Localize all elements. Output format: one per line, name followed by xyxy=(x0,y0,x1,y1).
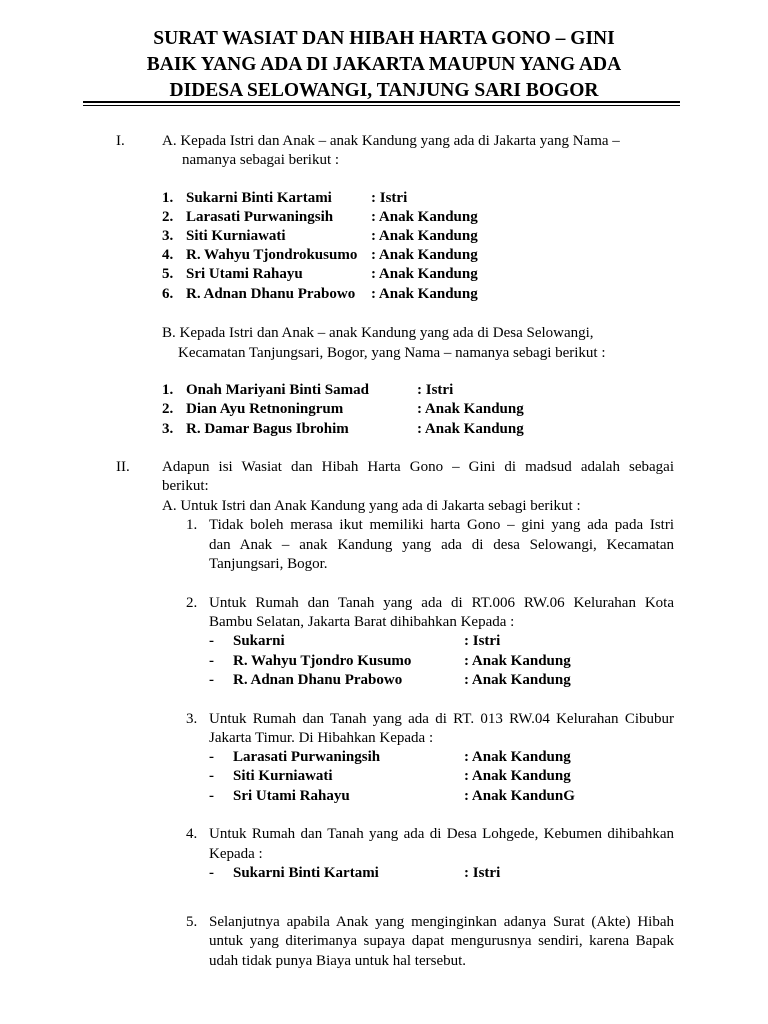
list-item-dash: - xyxy=(209,633,214,649)
paragraph-4-number: 4. xyxy=(186,826,198,842)
list-item-name: Larasati Purwaningsih xyxy=(233,749,381,765)
list-item-dash: - xyxy=(209,788,214,804)
list-item-name: Larasati Purwaningsih xyxy=(186,209,334,225)
paragraph-1-line-2: dan Anak – anak Kandung yang ada di desa Selowangi, Kecamatan xyxy=(209,537,674,553)
list-item-number: 2. xyxy=(162,401,174,417)
list-item-role: : Anak Kandung xyxy=(417,401,524,417)
list-item-name: Siti Kurniawati xyxy=(233,768,333,784)
list-item-dash: - xyxy=(209,749,214,765)
section-1b-intro-line-1: B. Kepada Istri dan Anak – anak Kandung yang ada di Desa Selowangi, xyxy=(162,325,594,341)
list-item-role: : Istri xyxy=(371,190,408,206)
paragraph-5-number: 5. xyxy=(186,914,198,930)
list-item-role: : Anak Kandung xyxy=(464,749,571,765)
list-item-role: : Anak Kandung xyxy=(371,228,478,244)
title-rule-thick xyxy=(83,101,680,103)
title-line-3: DIDESA SELOWANGI, TANJUNG SARI BOGOR xyxy=(169,80,599,101)
list-item-role: : Anak KandunG xyxy=(464,788,575,804)
paragraph-4-line-1: Untuk Rumah dan Tanah yang ada di Desa Lohgede, Kebumen dihibahkan xyxy=(209,826,674,842)
list-item-number: 2. xyxy=(162,209,174,225)
list-item-role: : Anak Kandung xyxy=(371,209,478,225)
paragraph-2-line-1: Untuk Rumah dan Tanah yang ada di RT.006 RW.06 Kelurahan Kota xyxy=(209,595,674,611)
list-item-role: : Anak Kandung xyxy=(464,653,571,669)
title-line-2: BAIK YANG ADA DI JAKARTA MAUPUN YANG ADA xyxy=(146,54,622,75)
list-item-number: 1. xyxy=(162,190,174,206)
list-item-number: 6. xyxy=(162,286,174,302)
list-item-role: : Anak Kandung xyxy=(371,286,478,302)
list-item-dash: - xyxy=(209,768,214,784)
title-line-1: SURAT WASIAT DAN HIBAH HARTA GONO – GINI xyxy=(153,28,615,49)
section-1a-intro-line-2: namanya sebagai berikut : xyxy=(182,152,340,168)
list-item-name: Sukarni Binti Kartami xyxy=(186,190,332,206)
section-2a-heading: A. Untuk Istri dan Anak Kandung yang ada di Jakarta sebagi berikut : xyxy=(162,498,581,514)
list-item-number: 1. xyxy=(162,382,174,398)
list-item-role: : Anak Kandung xyxy=(464,672,571,688)
section-1-numeral: I. xyxy=(116,133,125,149)
list-item-role: : Anak Kandung xyxy=(371,247,478,263)
list-item-name: Dian Ayu Retnoningrum xyxy=(186,401,344,417)
section-2-numeral: II. xyxy=(116,459,130,475)
list-item-number: 4. xyxy=(162,247,174,263)
list-item-number: 5. xyxy=(162,266,174,282)
list-item-name: Sukarni xyxy=(233,633,285,649)
list-item-name: R. Damar Bagus Ibrohim xyxy=(186,421,349,437)
paragraph-4-line-2: Kepada : xyxy=(209,846,263,862)
list-item-dash: - xyxy=(209,865,214,881)
paragraph-1-line-1: Tidak boleh merasa ikut memiliki harta Gono – gini yang ada pada Istri xyxy=(209,517,674,533)
section-1a-intro-line-1: A. Kepada Istri dan Anak – anak Kandung yang ada di Jakarta yang Nama – xyxy=(162,133,620,149)
paragraph-3-line-2: Jakarta Timur. Di Hibahkan Kepada : xyxy=(209,730,434,746)
list-item-name: R. Wahyu Tjondro Kusumo xyxy=(233,653,412,669)
list-item-role: : Anak Kandung xyxy=(371,266,478,282)
paragraph-5-line-3: udah tidak punya Biaya untuk hal tersebut. xyxy=(209,953,467,969)
list-item-name: Siti Kurniawati xyxy=(186,228,286,244)
paragraph-3-number: 3. xyxy=(186,711,198,727)
paragraph-1-number: 1. xyxy=(186,517,198,533)
paragraph-2-line-2: Bambu Selatan, Jakarta Barat dihibahkan Kepada : xyxy=(209,614,515,630)
list-item-role: : Istri xyxy=(417,382,454,398)
title-rule-thin xyxy=(83,105,680,106)
list-item-name: Sri Utami Rahayu xyxy=(233,788,350,804)
section-2-intro-line-1: Adapun isi Wasiat dan Hibah Harta Gono – Gini di madsud adalah sebagai xyxy=(162,459,674,475)
paragraph-5-line-2: untuk yang diterimanya supaya dapat mengurusnya sendiri, karena Bapak xyxy=(209,933,674,949)
list-item-dash: - xyxy=(209,672,214,688)
list-item-name: R. Adnan Dhanu Prabowo xyxy=(186,286,356,302)
list-item-role: : Anak Kandung xyxy=(417,421,524,437)
list-item-number: 3. xyxy=(162,421,174,437)
paragraph-3-line-1: Untuk Rumah dan Tanah yang ada di RT. 013 RW.04 Kelurahan Cibubur xyxy=(209,711,674,727)
document-title xyxy=(84,26,684,104)
paragraph-5-line-1: Selanjutnya apabila Anak yang menginginkan adanya Surat (Akte) Hibah xyxy=(209,914,674,930)
list-item-role: : Anak Kandung xyxy=(464,768,571,784)
list-item-role: : Istri xyxy=(464,633,501,649)
paragraph-1-line-3: Tanjungsari, Bogor. xyxy=(209,556,328,572)
list-item-name: R. Adnan Dhanu Prabowo xyxy=(233,672,403,688)
list-item-number: 3. xyxy=(162,228,174,244)
list-item-dash: - xyxy=(209,653,214,669)
section-1b-intro-line-2: Kecamatan Tanjungsari, Bogor, yang Nama – namanya sebagi berikut : xyxy=(178,345,606,361)
list-item-name: Onah Mariyani Binti Samad xyxy=(186,382,369,398)
list-item-name: R. Wahyu Tjondrokusumo xyxy=(186,247,358,263)
list-item-name: Sri Utami Rahayu xyxy=(186,266,303,282)
list-item-name: Sukarni Binti Kartami xyxy=(233,865,379,881)
paragraph-2-number: 2. xyxy=(186,595,198,611)
list-item-role: : Istri xyxy=(464,865,501,881)
section-2-intro-line-2: berikut: xyxy=(162,478,209,494)
